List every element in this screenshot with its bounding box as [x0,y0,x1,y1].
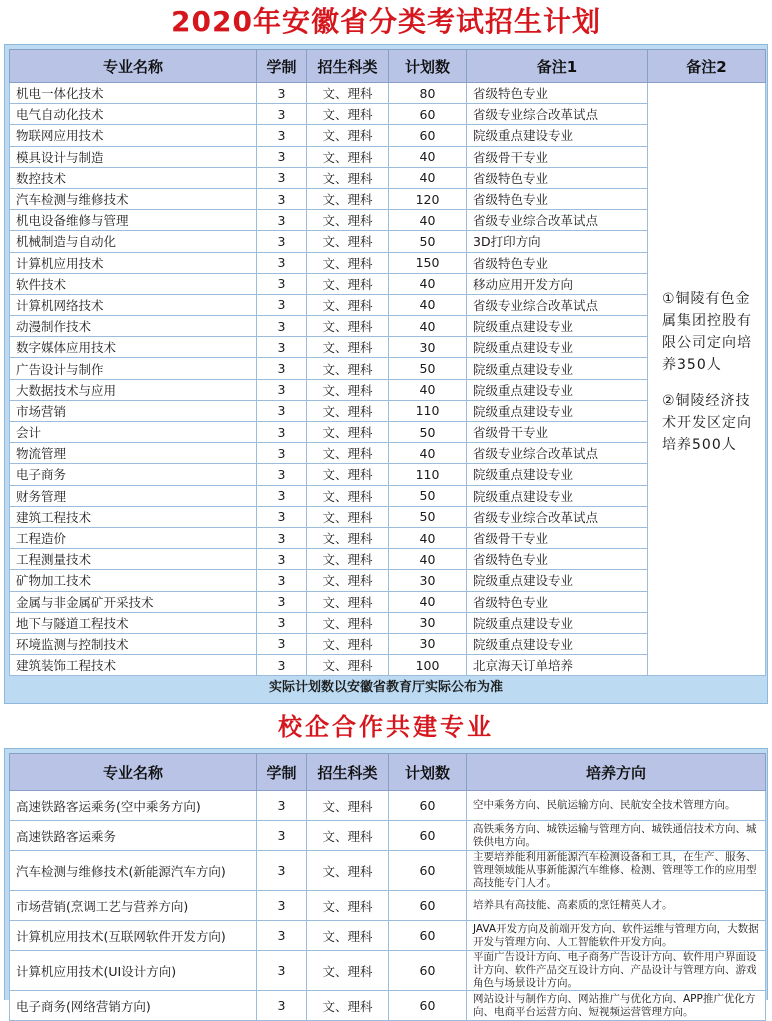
cell-quota: 110 [389,400,467,421]
note2-item: ②铜陵经济技术开发区定向培养500人 [662,393,752,454]
table-row [10,951,766,991]
cell-quota: 40 [389,549,467,570]
cell-duration: 3 [257,506,307,527]
header-category: 招生科类 [307,754,389,791]
cell-category: 文、理科 [307,337,389,358]
cell-duration: 3 [257,294,307,315]
cell-major: 地下与隧道工程技术 [10,612,257,633]
cell-duration: 3 [257,273,307,294]
cell-note1: 院级重点建设专业 [467,612,648,633]
cell-note1: 院级重点建设专业 [467,633,648,654]
cell-duration: 3 [257,991,307,1021]
cell-note1: 北京海天订单培养 [467,655,648,676]
cell-major: 计算机应用技术 [10,252,257,273]
cell-category: 文、理科 [307,851,389,891]
table-row [10,891,766,921]
cell-direction: JAVA开发方向及前端开发方向、软件运维与管理方向，大数据开发与管理方向、人工智能软件开发方向。 [467,921,766,951]
cell-major: 机械制造与自动化 [10,231,257,252]
cell-duration: 3 [257,379,307,400]
cell-major: 建筑装饰工程技术 [10,655,257,676]
cell-category: 文、理科 [307,485,389,506]
cell-quota: 50 [389,422,467,443]
cell-note2 [648,83,766,676]
cell-note1: 省级特色专业 [467,252,648,273]
cell-note1: 省级特色专业 [467,549,648,570]
cell-major: 电气自动化技术 [10,104,257,125]
cell-duration: 3 [257,891,307,921]
cell-duration: 3 [257,83,307,104]
cell-duration: 3 [257,443,307,464]
cell-quota: 60 [389,125,467,146]
cell-note1: 省级专业综合改革试点 [467,443,648,464]
cell-duration: 3 [257,400,307,421]
header-note1: 备注1 [467,50,648,83]
header-major: 专业名称 [10,50,257,83]
cell-duration: 3 [257,422,307,443]
cell-major: 工程测量技术 [10,549,257,570]
cell-major: 数字媒体应用技术 [10,337,257,358]
cell-category: 文、理科 [307,821,389,851]
cell-note1: 院级重点建设专业 [467,379,648,400]
cell-category: 文、理科 [307,167,389,188]
cell-note1: 院级重点建设专业 [467,337,648,358]
cell-major: 财务管理 [10,485,257,506]
cell-category: 文、理科 [307,791,389,821]
section-title: 校企合作共建专业 [278,713,494,741]
header-quota: 计划数 [389,754,467,791]
cell-quota: 60 [389,891,467,921]
header-duration: 学制 [257,50,307,83]
cell-duration: 3 [257,210,307,231]
cell-quota: 60 [389,104,467,125]
cell-quota: 40 [389,294,467,315]
admission-plan-table [9,49,766,676]
cell-duration: 3 [257,951,307,991]
cell-category: 文、理科 [307,951,389,991]
cell-category: 文、理科 [307,464,389,485]
cell-quota: 60 [389,851,467,891]
header-quota: 计划数 [389,50,467,83]
cell-duration: 3 [257,188,307,209]
cell-direction: 平面广告设计方向、电子商务广告设计方向、软件用户界面设计方向、软件产品交互设计方向、产品设计与管理方向、游戏角色与场景设计方向。 [467,951,766,991]
cell-direction: 主要培养能利用新能源汽车检测设备和工具，在生产、服务、管理领域能从事新能源汽车维修、检测、管理等工作的应用型高技能专门人才。 [467,851,766,891]
cell-direction: 网站设计与制作方向、网站推广与优化方向、APP推广优化方向、电商平台运营方向、短视频运营管理方向。 [467,991,766,1021]
cell-note1: 省级专业综合改革试点 [467,104,648,125]
cell-duration: 3 [257,527,307,548]
cell-quota: 50 [389,506,467,527]
cell-category: 文、理科 [307,633,389,654]
cell-note1: 院级重点建设专业 [467,125,648,146]
cell-quota: 30 [389,612,467,633]
cell-category: 文、理科 [307,506,389,527]
cell-quota: 40 [389,379,467,400]
cell-note1: 省级专业综合改革试点 [467,210,648,231]
cell-category: 文、理科 [307,655,389,676]
cell-major: 物流管理 [10,443,257,464]
cell-note1: 院级重点建设专业 [467,400,648,421]
cell-duration: 3 [257,252,307,273]
cell-quota: 40 [389,167,467,188]
cell-category: 文、理科 [307,83,389,104]
cell-duration: 3 [257,633,307,654]
cell-category: 文、理科 [307,570,389,591]
cell-major: 广告设计与制作 [10,358,257,379]
cell-major: 电子商务(网络营销方向) [10,991,257,1021]
cell-major: 高速铁路客运乘务 [10,821,257,851]
cell-duration: 3 [257,851,307,891]
cell-major: 金属与非金属矿开采技术 [10,591,257,612]
cell-quota: 60 [389,991,467,1021]
cell-category: 文、理科 [307,612,389,633]
cell-major: 计算机应用技术(互联网软件开发方向) [10,921,257,951]
cell-quota: 30 [389,337,467,358]
cell-duration: 3 [257,485,307,506]
cell-quota: 110 [389,464,467,485]
cell-category: 文、理科 [307,443,389,464]
cell-note1: 移动应用开发方向 [467,273,648,294]
cell-note1: 省级骨干专业 [467,527,648,548]
cell-note1: 院级重点建设专业 [467,316,648,337]
cooperation-table [9,753,766,1021]
cell-duration: 3 [257,821,307,851]
cell-note1: 省级特色专业 [467,83,648,104]
cell-duration: 3 [257,358,307,379]
cell-major: 工程造价 [10,527,257,548]
cell-duration: 3 [257,231,307,252]
cell-duration: 3 [257,316,307,337]
table-row [10,921,766,951]
cell-quota: 60 [389,791,467,821]
cell-note1: 院级重点建设专业 [467,570,648,591]
cell-category: 文、理科 [307,316,389,337]
cell-note1: 省级骨干专业 [467,422,648,443]
cell-category: 文、理科 [307,379,389,400]
cell-major: 环境监测与控制技术 [10,633,257,654]
cell-note1: 省级特色专业 [467,188,648,209]
cell-duration: 3 [257,921,307,951]
table-row [10,791,766,821]
cell-duration: 3 [257,549,307,570]
cell-category: 文、理科 [307,146,389,167]
cell-category: 文、理科 [307,400,389,421]
cell-major: 机电设备维修与管理 [10,210,257,231]
cell-quota: 80 [389,83,467,104]
cell-major: 机电一体化技术 [10,83,257,104]
cell-note1: 省级特色专业 [467,591,648,612]
header-direction: 培养方向 [467,754,766,791]
cell-quota: 40 [389,316,467,337]
footnote: 实际计划数以安徽省教育厅实际公布为准 [9,676,763,698]
cell-major: 会计 [10,422,257,443]
cell-major: 计算机网络技术 [10,294,257,315]
cell-quota: 40 [389,146,467,167]
cell-category: 文、理科 [307,422,389,443]
cell-category: 文、理科 [307,294,389,315]
table-header-row [10,50,766,83]
cell-category: 文、理科 [307,252,389,273]
cell-category: 文、理科 [307,921,389,951]
cell-category: 文、理科 [307,210,389,231]
cell-category: 文、理科 [307,231,389,252]
cell-major: 建筑工程技术 [10,506,257,527]
cell-note1: 院级重点建设专业 [467,485,648,506]
cell-duration: 3 [257,655,307,676]
cell-quota: 60 [389,921,467,951]
header-major: 专业名称 [10,754,257,791]
cell-category: 文、理科 [307,991,389,1021]
cell-quota: 40 [389,527,467,548]
cell-major: 汽车检测与维修技术(新能源汽车方向) [10,851,257,891]
cell-category: 文、理科 [307,125,389,146]
cell-major: 汽车检测与维修技术 [10,188,257,209]
cell-major: 计算机应用技术(UI设计方向) [10,951,257,991]
cell-major: 电子商务 [10,464,257,485]
cell-category: 文、理科 [307,273,389,294]
table-row [10,821,766,851]
table-row [10,851,766,891]
cell-quota: 40 [389,210,467,231]
cell-category: 文、理科 [307,358,389,379]
cell-duration: 3 [257,591,307,612]
cell-duration: 3 [257,612,307,633]
cell-note1: 省级专业综合改革试点 [467,294,648,315]
cell-note1: 省级特色专业 [467,167,648,188]
cell-major: 物联网应用技术 [10,125,257,146]
cell-duration: 3 [257,337,307,358]
admission-plan-panel [4,44,768,704]
cell-quota: 50 [389,231,467,252]
cell-direction: 空中乘务方向、民航运输方向、民航安全技术管理方向。 [467,791,766,821]
table-header-row [10,754,766,791]
cell-quota: 40 [389,591,467,612]
header-category: 招生科类 [307,50,389,83]
cell-note1: 省级专业综合改革试点 [467,506,648,527]
cell-duration: 3 [257,570,307,591]
cell-major: 大数据技术与应用 [10,379,257,400]
cell-note1: 省级骨干专业 [467,146,648,167]
cell-quota: 120 [389,188,467,209]
cell-major: 高速铁路客运乘务(空中乘务方向) [10,791,257,821]
cell-major: 软件技术 [10,273,257,294]
table-row [10,991,766,1021]
cell-category: 文、理科 [307,549,389,570]
cell-duration: 3 [257,146,307,167]
cell-major: 市场营销(烹调工艺与营养方向) [10,891,257,921]
cell-quota: 40 [389,443,467,464]
cell-major: 模具设计与制造 [10,146,257,167]
cell-major: 动漫制作技术 [10,316,257,337]
cell-note1: 院级重点建设专业 [467,464,648,485]
cell-quota: 50 [389,485,467,506]
cell-duration: 3 [257,791,307,821]
cell-category: 文、理科 [307,591,389,612]
cell-quota: 50 [389,358,467,379]
cell-major: 数控技术 [10,167,257,188]
header-duration: 学制 [257,754,307,791]
cell-quota: 60 [389,821,467,851]
cell-quota: 40 [389,273,467,294]
page-title: 2020年安徽省分类考试招生计划 [171,5,601,38]
cell-quota: 30 [389,570,467,591]
cooperation-panel [4,748,768,1018]
cell-direction: 高铁乘务方向、城铁运输与管理方向、城铁通信技术方向、城铁供电方向。 [467,821,766,851]
header-note2: 备注2 [648,50,766,83]
cell-duration: 3 [257,167,307,188]
cell-category: 文、理科 [307,104,389,125]
cell-quota: 60 [389,951,467,991]
cell-major: 矿物加工技术 [10,570,257,591]
note2-item: ①铜陵有色金属集团控股有限公司定向培养350人 [662,291,752,374]
table-row [10,83,766,104]
cell-quota: 150 [389,252,467,273]
cell-note1: 院级重点建设专业 [467,358,648,379]
cell-major: 市场营销 [10,400,257,421]
cell-category: 文、理科 [307,891,389,921]
cell-category: 文、理科 [307,527,389,548]
cell-duration: 3 [257,464,307,485]
cell-note1: 3D打印方向 [467,231,648,252]
cell-duration: 3 [257,104,307,125]
cell-quota: 100 [389,655,467,676]
cell-category: 文、理科 [307,188,389,209]
cell-direction: 培养具有高技能、高素质的烹饪精英人才。 [467,891,766,921]
cell-quota: 30 [389,633,467,654]
cell-duration: 3 [257,125,307,146]
